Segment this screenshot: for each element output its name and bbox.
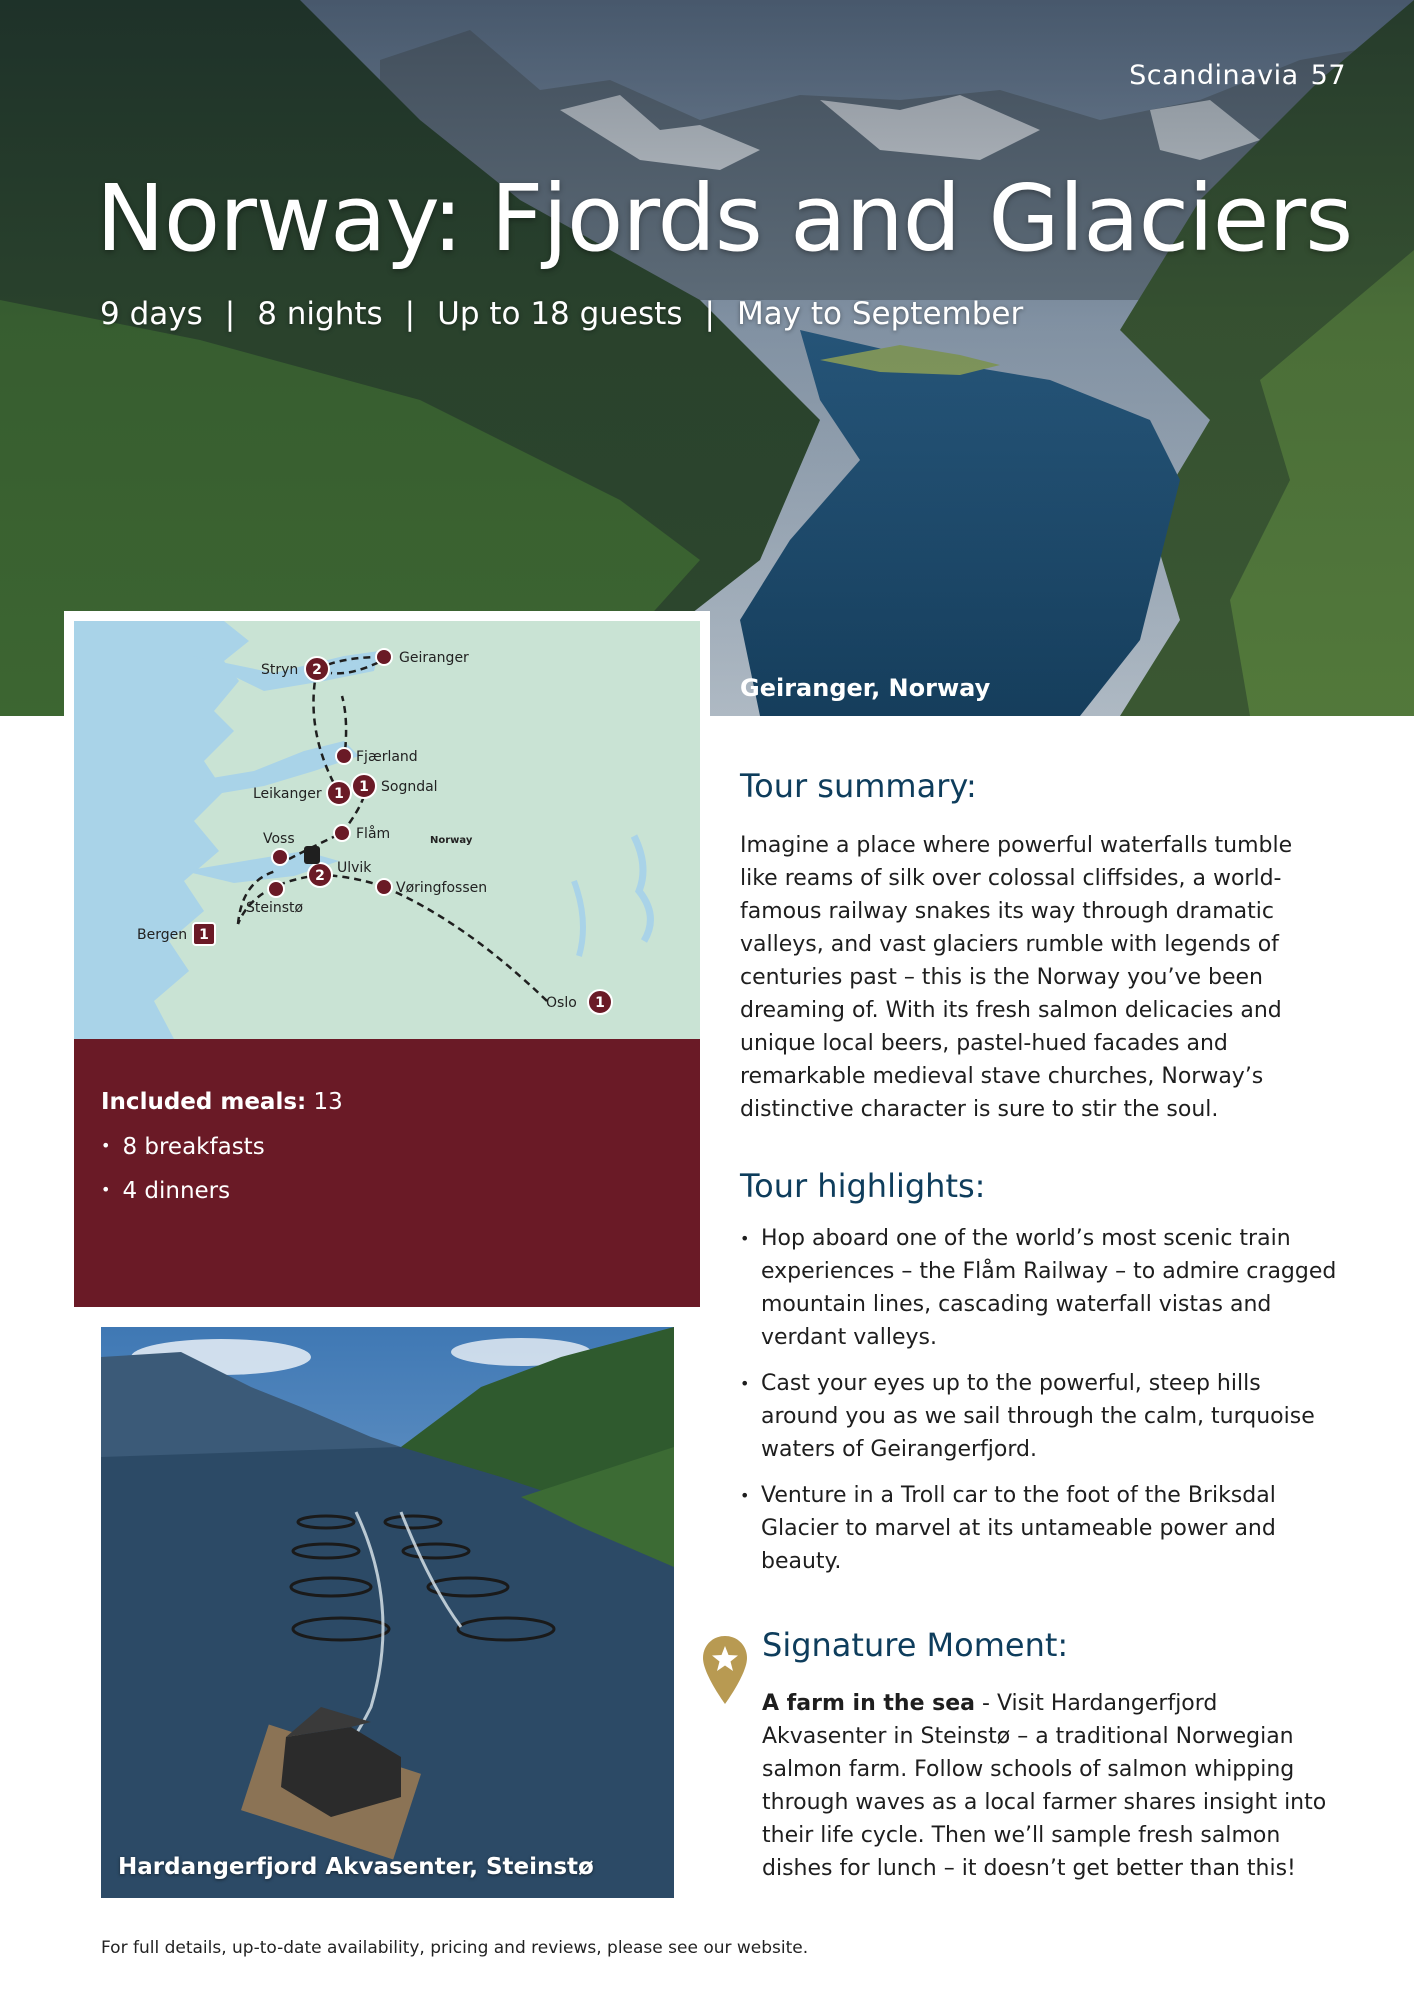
fact-season: May to September — [736, 296, 1024, 332]
meal-item: • 4 dinners — [101, 1178, 265, 1204]
salmon-farm-photo — [101, 1327, 674, 1898]
fact-separator: | — [224, 296, 236, 332]
fact-nights: 8 nights — [257, 296, 383, 332]
marker-steinsto — [268, 881, 284, 897]
label-sogndal: Sogndal — [381, 779, 438, 795]
highlight-item: • Venture in a Troll car to the foot of the Briksdal Glacier to marvel at its untameable power and beauty. — [740, 1479, 1340, 1578]
fjord-landscape-illustration — [0, 0, 1414, 716]
label-steinsto: Steinstø — [246, 900, 304, 916]
star-pin-icon — [701, 1634, 749, 1706]
page-title: Norway: Fjords and Glaciers — [96, 165, 1353, 272]
included-meals-box — [74, 1039, 700, 1307]
hero-image — [0, 0, 1414, 716]
meals-label — [101, 1089, 343, 1115]
label-leikanger: Leikanger — [253, 786, 322, 802]
highlight-item: • Cast your eyes up to the powerful, steep hills around you as we sail through the calm, turquoise waters of Geirangerfjord. — [740, 1367, 1340, 1466]
meals-count: 13 — [313, 1089, 343, 1115]
fact-separator: | — [404, 296, 416, 332]
fact-separator: | — [704, 296, 715, 332]
marker-fjaerland — [336, 748, 352, 764]
leikanger-nights: 1 — [334, 786, 344, 802]
section-tag — [1129, 60, 1346, 91]
route-map-drawing — [74, 621, 700, 1039]
meal-item: • 8 breakfasts — [101, 1134, 265, 1160]
label-fjaerland: Fjærland — [356, 749, 418, 765]
fact-duration-days: 9 days — [100, 296, 203, 332]
stryn-nights: 2 — [312, 662, 322, 678]
footer-note: For full details, up-to-date availability, pricing and reviews, please see our website. — [101, 1938, 809, 1958]
page-number: 57 — [1310, 60, 1346, 91]
marker-voringfossen — [376, 879, 392, 895]
highlight-item: • Hop aboard one of the world’s most scenic train experiences – the Flåm Railway – to admire cragged mountain lines, cascading waterfall vistas and verdant valleys. — [740, 1222, 1340, 1354]
tour-summary-text: Imagine a place where powerful waterfalls tumble like reams of silk over colossal cliffsides, a world-famous railway snakes its way through dramatic valleys, and vast glaciers rumble with legends of centuries past – this is the Norway you’ve been dreaming of. With its fresh salmon delicacies and unique local beers, pastel-hued facades and remarkable medieval stave churches, Norway’s distinctive character is sure to stir the soul. — [740, 833, 1293, 1122]
ulvik-nights: 2 — [315, 868, 325, 884]
marker-voss — [272, 849, 288, 865]
highlights-list — [740, 1222, 1340, 1591]
meals-label-text: Included meals: — [101, 1089, 307, 1115]
label-geiranger: Geiranger — [399, 650, 469, 666]
fact-group-size: Up to 18 guests — [437, 296, 683, 332]
label-voringfossen: Vøringfossen — [396, 880, 488, 896]
label-stryn: Stryn — [261, 662, 299, 678]
marker-flam — [334, 825, 350, 841]
section-name: Scandinavia — [1129, 60, 1299, 91]
label-bergen: Bergen — [137, 927, 188, 943]
label-ulvik: Ulvik — [337, 860, 372, 876]
sogndal-nights: 1 — [359, 779, 369, 795]
salmon-farm-illustration — [101, 1327, 674, 1898]
tour-highlights-heading: Tour highlights: — [740, 1167, 986, 1205]
label-country: Norway — [430, 835, 473, 846]
signature-moment-heading: Signature Moment: — [762, 1626, 1069, 1664]
signature-body: - Visit Hardangerfjord Akvasenter in Steinstø – a traditional Norwegian salmon farm. Follow schools of salmon whipping through waves as a local farmer shares insight into their life cycle. Then we’ll sample fresh salmon dishes for lunch – it doesn’t get better than this! — [762, 1691, 1327, 1881]
label-oslo: Oslo — [546, 995, 577, 1011]
photo-caption: Hardangerfjord Akvasenter, Steinstø — [118, 1854, 594, 1880]
marker-geiranger — [376, 649, 392, 665]
bergen-nights: 1 — [199, 927, 209, 943]
hero-caption: Geiranger, Norway — [740, 674, 991, 702]
route-map — [74, 621, 700, 1039]
signature-moment-text — [762, 1687, 1332, 1885]
meals-list — [101, 1134, 265, 1222]
oslo-nights: 1 — [595, 995, 605, 1011]
label-voss: Voss — [263, 831, 295, 847]
tour-summary-heading: Tour summary: — [740, 767, 977, 805]
train-icon — [304, 846, 320, 864]
signature-lead: A farm in the sea — [762, 1691, 976, 1716]
tour-facts — [100, 296, 1023, 332]
label-flam: Flåm — [356, 826, 391, 842]
